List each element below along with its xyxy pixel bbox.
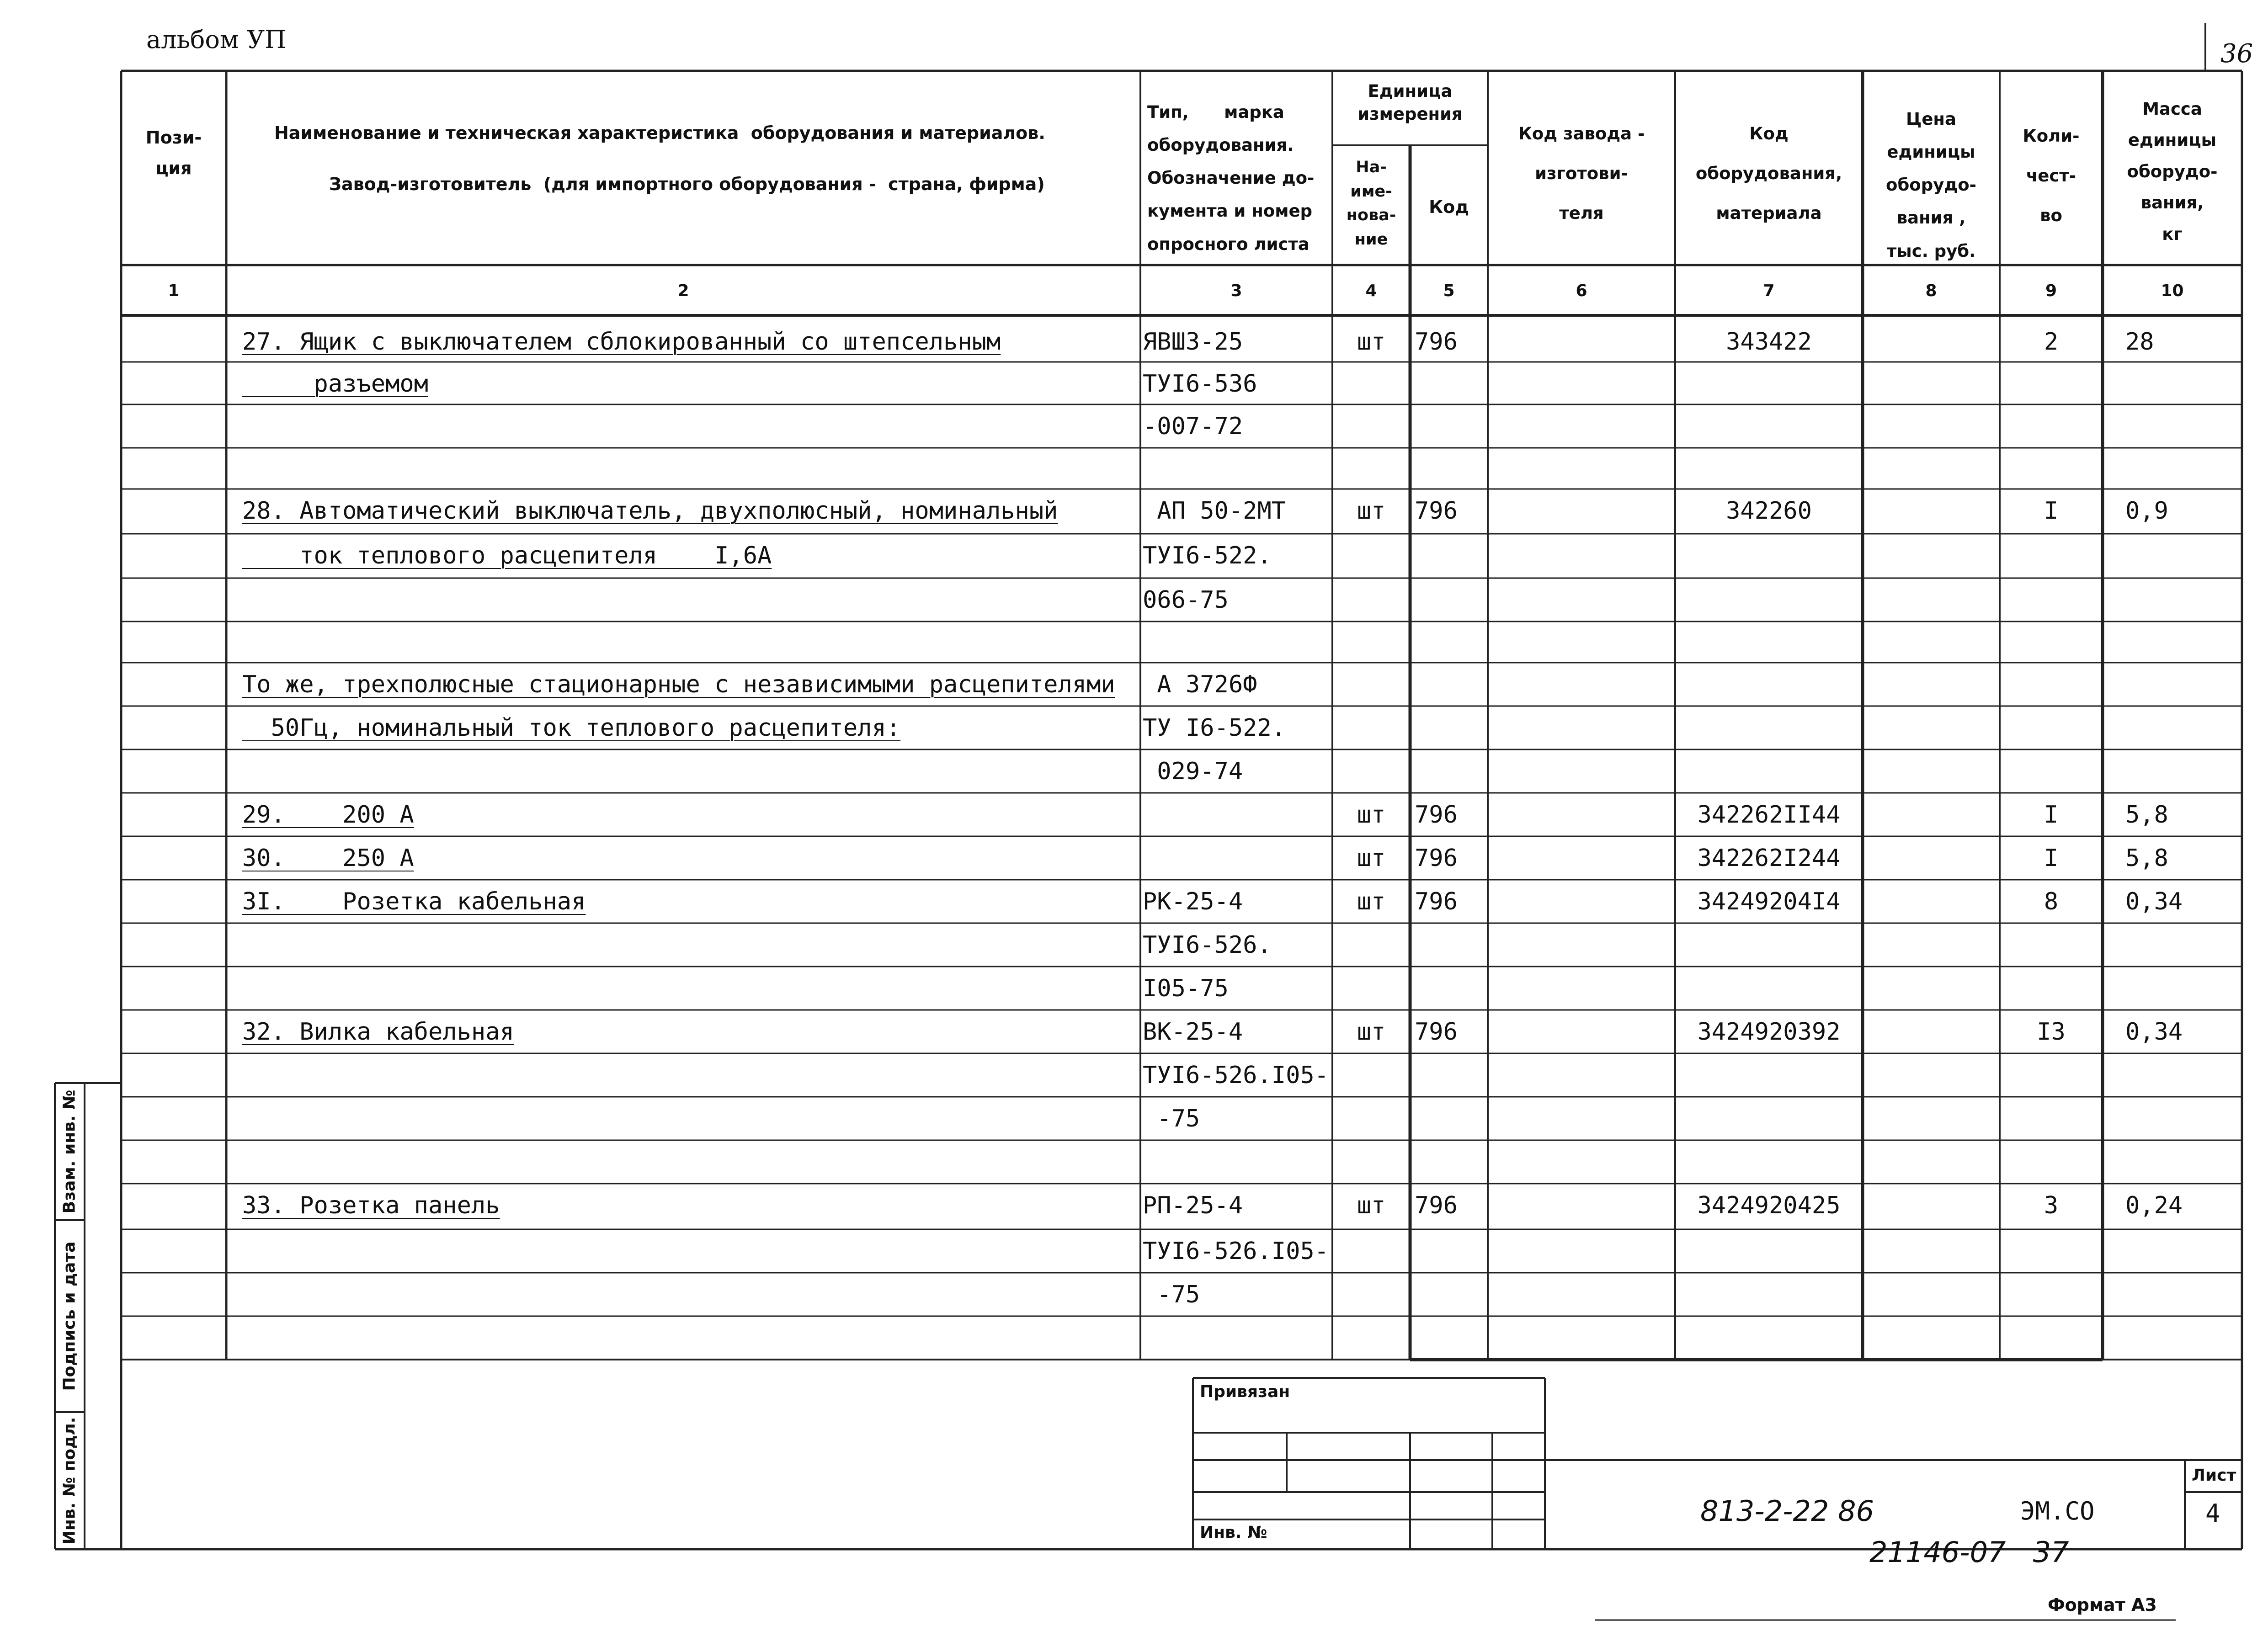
- stamp-doc-code: 813-2-22 86: [1700, 1494, 1874, 1528]
- stamp-privyazan: Привязан: [1200, 1382, 1290, 1401]
- cell-name: ток теплового расцепителя I,6А: [242, 542, 772, 569]
- header-unit-code: Код: [1429, 197, 1469, 217]
- cell-type: 029-74: [1143, 758, 1243, 785]
- cell-mat: 34249204I4: [1697, 888, 1841, 915]
- col-number-10: 10: [2161, 282, 2184, 300]
- cell-code: 796: [1415, 801, 1458, 829]
- cell-qty: I: [2044, 801, 2059, 829]
- cell-name: 32. Вилка кабельная: [242, 1018, 514, 1046]
- cell-mat: 3424920425: [1697, 1192, 1841, 1219]
- header-mass: Масса единицы оборудо- вания, кг: [2127, 99, 2218, 244]
- col-number-3: 3: [1230, 282, 1242, 300]
- cell-type: АП 50-2МТ: [1143, 497, 1286, 525]
- header-unit-group: Единица измерения: [1358, 81, 1463, 124]
- cell-name: 28. Автоматический выключатель, двухполюсный, номинальный: [242, 497, 1058, 525]
- cell-name: То же, трехполюсные стационарные с независимыми расцепителями: [242, 671, 1115, 698]
- stamp-inv-no: Инв. №: [1200, 1523, 1267, 1542]
- cell-type: I05-75: [1143, 975, 1229, 1002]
- cell-qty: I: [2044, 845, 2059, 872]
- cell-type: 066-75: [1143, 586, 1229, 614]
- cell-type: РП-25-4: [1143, 1192, 1243, 1219]
- cell-name: 3I. Розетка кабельная: [242, 888, 586, 915]
- sheet-corner-number: 36: [2220, 39, 2253, 69]
- cell-unit: шт: [1357, 888, 1386, 915]
- cell-type: ТУI6-526.I05-: [1143, 1062, 1329, 1089]
- cell-type: ТУ I6-522.: [1143, 714, 1286, 742]
- handwritten-number: 21146-07 37: [1869, 1535, 2069, 1569]
- cell-mat: 3424920392: [1697, 1018, 1841, 1046]
- col-number-9: 9: [2045, 282, 2057, 300]
- header-name-line1: Наименование и техническая характеристика оборудования и материалов.: [274, 123, 1045, 143]
- album-caption: альбом УП: [146, 25, 287, 54]
- cell-code: 796: [1415, 497, 1458, 525]
- cell-qty: 3: [2044, 1192, 2059, 1219]
- col-number-5: 5: [1443, 282, 1455, 300]
- side-stamp-inv-original: Инв. № подл.: [60, 1417, 79, 1545]
- header-unit-name: На- име- нова- ние: [1346, 158, 1396, 249]
- cell-type: РК-25-4: [1143, 888, 1243, 915]
- cell-name: 29. 200 А: [242, 801, 414, 829]
- col-number-4: 4: [1365, 282, 1377, 300]
- col-number-2: 2: [677, 282, 689, 300]
- cell-mass: 0,34: [2125, 888, 2183, 915]
- cell-mass: 28: [2125, 328, 2154, 356]
- stamp-list-number: 4: [2205, 1499, 2220, 1528]
- cell-code: 796: [1415, 1192, 1458, 1219]
- cell-type: -75: [1143, 1281, 1200, 1308]
- stamp-sheet-code: ЭМ.СО: [2020, 1497, 2095, 1525]
- cell-mass: 0,9: [2125, 497, 2168, 525]
- cell-unit: шт: [1357, 1192, 1386, 1219]
- cell-unit: шт: [1357, 1018, 1386, 1046]
- cell-mat: 343422: [1726, 328, 1812, 356]
- cell-code: 796: [1415, 328, 1458, 356]
- header-position: Пози- ция: [145, 128, 202, 178]
- cell-unit: шт: [1357, 845, 1386, 872]
- stamp-list-label: Лист: [2192, 1466, 2236, 1485]
- cell-qty: 8: [2044, 888, 2059, 915]
- cell-type: ЯВШЗ-25: [1143, 328, 1243, 356]
- cell-type: ВК-25-4: [1143, 1018, 1243, 1046]
- cell-qty: I: [2044, 497, 2059, 525]
- cell-mat: 342260: [1726, 497, 1812, 525]
- cell-mass: 5,8: [2125, 845, 2168, 872]
- col-number-7: 7: [1763, 282, 1775, 300]
- cell-qty: I3: [2037, 1018, 2066, 1046]
- cell-code: 796: [1415, 1018, 1458, 1046]
- header-price: Цена единицы оборудо- вания , тыс. руб.: [1886, 109, 1976, 261]
- header-plant-code: Код завода - изготови- теля: [1518, 124, 1645, 223]
- cell-unit: шт: [1357, 497, 1386, 525]
- cell-name: 27. Ящик с выключателем сблокированный со штепсельным: [242, 328, 1001, 356]
- cell-type: ТУI6-536: [1143, 370, 1257, 398]
- header-name-line2: Завод-изготовитель (для импортного оборудования - страна, фирма): [329, 174, 1045, 194]
- header-type: Тип, марка оборудования. Обозначение до- кумента и номер опросного листа: [1147, 102, 1315, 254]
- side-stamp-replaced-inv: Взам. инв. №: [60, 1089, 79, 1214]
- col-number-6: 6: [1576, 282, 1587, 300]
- cell-code: 796: [1415, 845, 1458, 872]
- cell-name: 33. Розетка панель: [242, 1192, 500, 1219]
- header-quantity: Коли- чест- во: [2023, 126, 2080, 225]
- paper-format: Формат А3: [2048, 1595, 2157, 1615]
- cell-mat: 342262I244: [1697, 845, 1841, 872]
- side-stamp-signature-date: Подпись и дата: [60, 1241, 79, 1391]
- cell-name: 30. 250 А: [242, 845, 414, 872]
- col-number-8: 8: [1925, 282, 1937, 300]
- cell-qty: 2: [2044, 328, 2059, 356]
- col-number-1: 1: [168, 282, 180, 300]
- cell-mass: 0,24: [2125, 1192, 2183, 1219]
- cell-unit: шт: [1357, 328, 1386, 356]
- cell-unit: шт: [1357, 801, 1386, 829]
- cell-name: разъемом: [242, 370, 428, 398]
- cell-type: ТУI6-526.: [1143, 931, 1272, 959]
- cell-type: -007-72: [1143, 413, 1243, 440]
- cell-mass: 0,34: [2125, 1018, 2183, 1046]
- cell-mat: 342262II44: [1697, 801, 1841, 829]
- cell-mass: 5,8: [2125, 801, 2168, 829]
- cell-type: ТУI6-522.: [1143, 542, 1272, 569]
- cell-type: А 3726Ф: [1143, 671, 1257, 698]
- cell-name: 50Гц, номинальный ток теплового расцепителя:: [242, 714, 901, 742]
- cell-type: ТУI6-526.I05-: [1143, 1238, 1329, 1265]
- header-material-code: Код оборудования, материала: [1695, 124, 1842, 223]
- cell-type: -75: [1143, 1105, 1200, 1132]
- cell-code: 796: [1415, 888, 1458, 915]
